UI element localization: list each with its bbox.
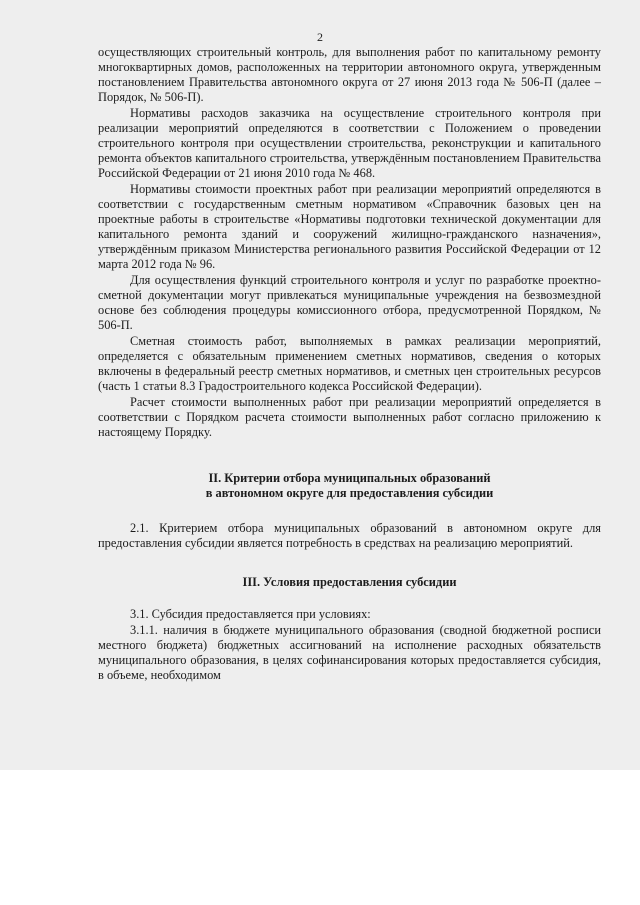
paragraph-3-1-1: 3.1.1. наличия в бюджете муниципального образования (сводной бюджетной росписи местного бюджета) бюджетных ассигнований на исполнение расходных обязательств муниципального образования, в целях софинансирования которых предоставляется субсидия, в объеме, необходимом — [98, 623, 601, 682]
section-2-heading-line2: в автономном округе для предоставления субсидии — [205, 486, 494, 500]
paragraph-2-1: 2.1. Критерием отбора муниципальных образований в автономном округе для предоставления субсидии является потребность в средствах на реализацию мероприятий. — [98, 521, 601, 550]
paragraph-continuation: осуществляющих строительный контроль, для выполнения работ по капитальному ремонту многоквартирных домов, расположенных на территории автономного округа, утвержденным постановлением Правительства автономного округа от 27 июня 2013 года № 506-П (далее – Порядок, № 506-П). — [98, 45, 601, 104]
section-2-heading-line1: II. Критерии отбора муниципальных образований — [208, 471, 491, 485]
section-3-heading: III. Условия предоставления субсидии — [242, 575, 457, 589]
paragraph-construction-control: Нормативы расходов заказчика на осуществление строительного контроля при реализации мероприятий определяются в соответствии с Положением о проведении строительного контроля при осуществлении строительства, реконструкции и капитального ремонта объектов капитального строительства, утверждённым постановлением Правительства Российской Федерации от 21 июня 2010 года № 468. — [98, 106, 601, 180]
document-body — [98, 45, 601, 684]
page-number: 2 — [317, 30, 323, 44]
paragraph-municipal-institutions: Для осуществления функций строительного контроля и услуг по разработке проектно-сметной документации могут привлекаться муниципальные учреждения на безвозмездной основе без соблюдения процедуры комиссионного отбора, предусмотренной Порядком, № 506-П. — [98, 273, 601, 332]
paragraph-cost-calculation: Расчет стоимости выполненных работ при реализации мероприятий определяется в соответствии с Порядком расчета стоимости выполненных работ согласно приложению к настоящему Порядку. — [98, 395, 601, 439]
paragraph-design-costs: Нормативы стоимости проектных работ при реализации мероприятий определяются в соответствии с государственным сметным нормативом «Справочник базовых цен на проектные работы в строительстве «Нормативы подготовки технической документации для капитального ремонта зданий и сооружений жилищно-гражданского назначения», утверждённым приказом Министерства регионального развития Российской Федерации от 12 марта 2012 года № 96. — [98, 182, 601, 271]
paragraph-estimated-cost: Сметная стоимость работ, выполняемых в рамках реализации мероприятий, определяется с обязательным применением сметных нормативов, сведения о которых включены в федеральный реестр сметных нормативов, и сметных цен строительных ресурсов (часть 1 статьи 8.3 Градостроительного кодекса Российской Федерации). — [98, 334, 601, 393]
section-2-heading — [98, 471, 601, 501]
paragraph-3-1: 3.1. Субсидия предоставляется при условиях: — [130, 607, 371, 621]
blank-area — [0, 770, 640, 905]
